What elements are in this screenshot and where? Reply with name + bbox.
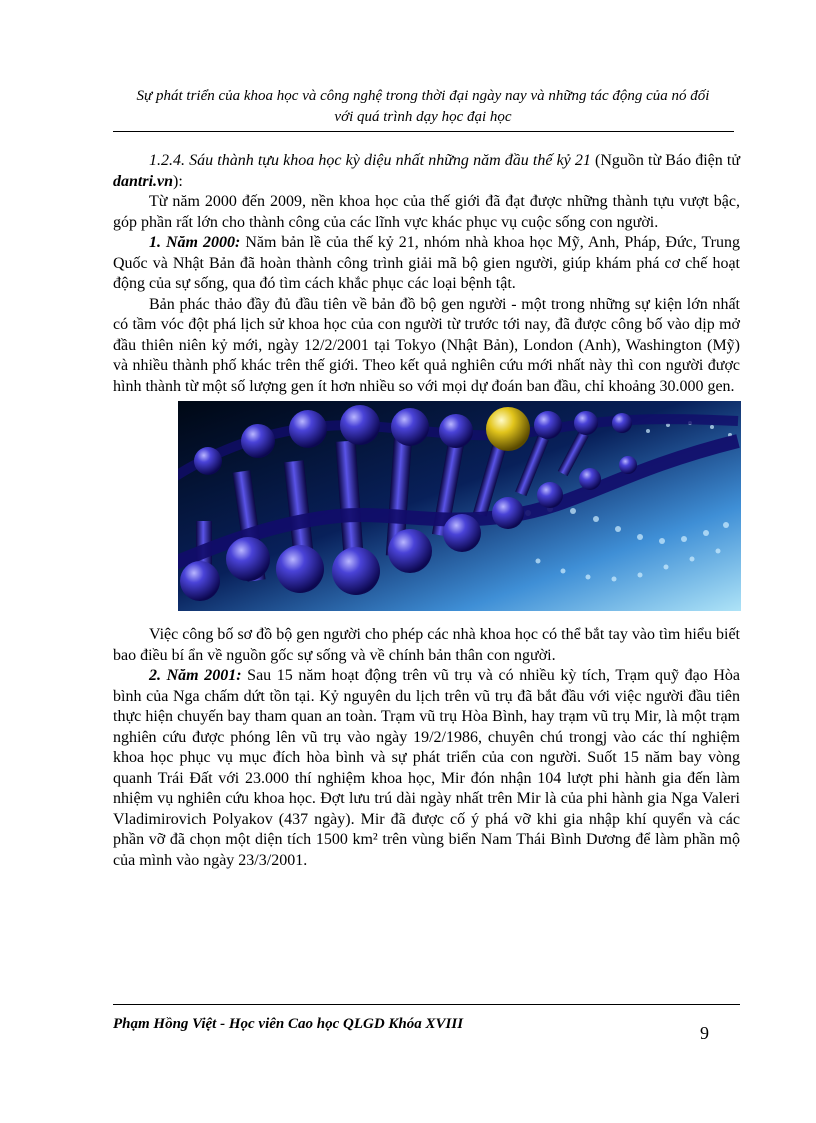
dna-helix-image xyxy=(178,401,741,611)
year-2000-label: 1. Năm 2000: xyxy=(149,234,241,251)
page-number: 9 xyxy=(700,1023,709,1043)
header-line-1: Sự phát triển của khoa học và công nghệ trong thời đại ngày nay và những tác động của nó đối xyxy=(136,88,710,104)
running-header xyxy=(113,86,733,128)
section-heading: 1.2.4. Sáu thành tựu khoa học kỳ diệu nhất những năm đầu thế kỷ 21 xyxy=(149,152,591,169)
year-2000-text: Năm bản lề của thế kỷ 21, nhóm nhà khoa học Mỹ, Anh, Pháp, Đức, Trung Quốc và Nhật Bản đã hoàn thành công trình giải mã bộ gien người, giúp khám phá cơ chế hoạt động của sự sống, qua đó tìm cách khắc phục các loại bệnh tật. xyxy=(113,234,740,292)
page-body xyxy=(113,151,740,871)
header-divider xyxy=(113,131,734,132)
footer-author: Phạm Hồng Việt - Học viên Cao học QLGD Khóa XVIII xyxy=(113,1016,464,1032)
gold-nucleotide xyxy=(486,407,530,451)
year-2001-text: Sau 15 năm hoạt động trên vũ trụ và có nhiều kỳ tích, Trạm quỹ đạo Hòa bình của Nga chấm dứt tồn tại. Kỷ nguyên du lịch trên vũ trụ đã bắt đầu với việc người đầu tiên thực hiện chuyến bay tham quan an toàn. Trạm vũ trụ Hòa Bình, hay trạm vũ trụ Mir, là một trạm nghiên cứu được phóng lên vũ trụ vào ngày 19/2/1986, chuyên chú trongj vào các thí nghiệm khoa học phục vụ mục đích hòa bình và sự phát triển của con người. Suốt 15 năm bay vòng quanh Trái Đất với 23.000 thí nghiệm khoa học, Mir đón nhận 104 lượt phi hành gia đến làm nhiệm vụ nghiên cứu khoa học. Đợt lưu trú dài ngày nhất trên Mir là của phi hành gia Nga Valeri Vladimirovich Polyakov (437 ngày). Mir đã được cố ý phá vỡ khi gia nhập khí quyển và các phần vỡ đã chọn một diện tích 1500 km² trên vùng biển Nam Thái Bình Dương để làm phần mộ của mình vào ngày 23/3/2001. xyxy=(113,667,741,869)
year-2001-paragraph xyxy=(113,666,740,871)
header-line-2: với quá trình dạy học đại học xyxy=(334,109,512,125)
source-prefix: (Nguồn từ Báo điện tử xyxy=(590,152,741,169)
year-2001-label: 2. Năm 2001: xyxy=(149,667,242,684)
genome-map-paragraph: Bản phác thảo đầy đủ đầu tiên về bản đồ bộ gen người - một trong những sự kiện lớn nhất có tầm vóc đột phá lịch sử khoa học của con người từ trước tới nay, đã được công bố vào dịp mở đầu thiên niên kỷ mới, ngày 12/2/2001 tại Tokyo (Nhật Bản), London (Anh), Washington (Mỹ) và nhiều thành phố khác trên thế giới. Theo kết quả nghiên cứu mới nhất này thì con người được hình thành từ một số lượng gen ít hơn nhiều so với mọi dự đoán ban đầu, chỉ khoảng 30.000 gen. xyxy=(113,295,740,395)
section-heading-paragraph xyxy=(113,151,740,192)
genome-implication-paragraph: Việc công bố sơ đồ bộ gen người cho phép các nhà khoa học có thể bắt tay vào tìm hiểu biết bao điều bí ẩn về nguồn gốc sự sống và về chính bản thân con người. xyxy=(113,626,740,664)
source-suffix: ): xyxy=(173,172,183,190)
intro-paragraph: Từ năm 2000 đến 2009, nền khoa học của thế giới đã đạt được những thành tựu vượt bậc, góp phần rất lớn cho thành công của các lĩnh vực khác phục vụ cuộc sống con người. xyxy=(113,193,740,231)
footer-divider xyxy=(113,1004,740,1005)
source-site-link: dantri.vn xyxy=(113,172,174,190)
year-2000-paragraph xyxy=(113,233,740,295)
